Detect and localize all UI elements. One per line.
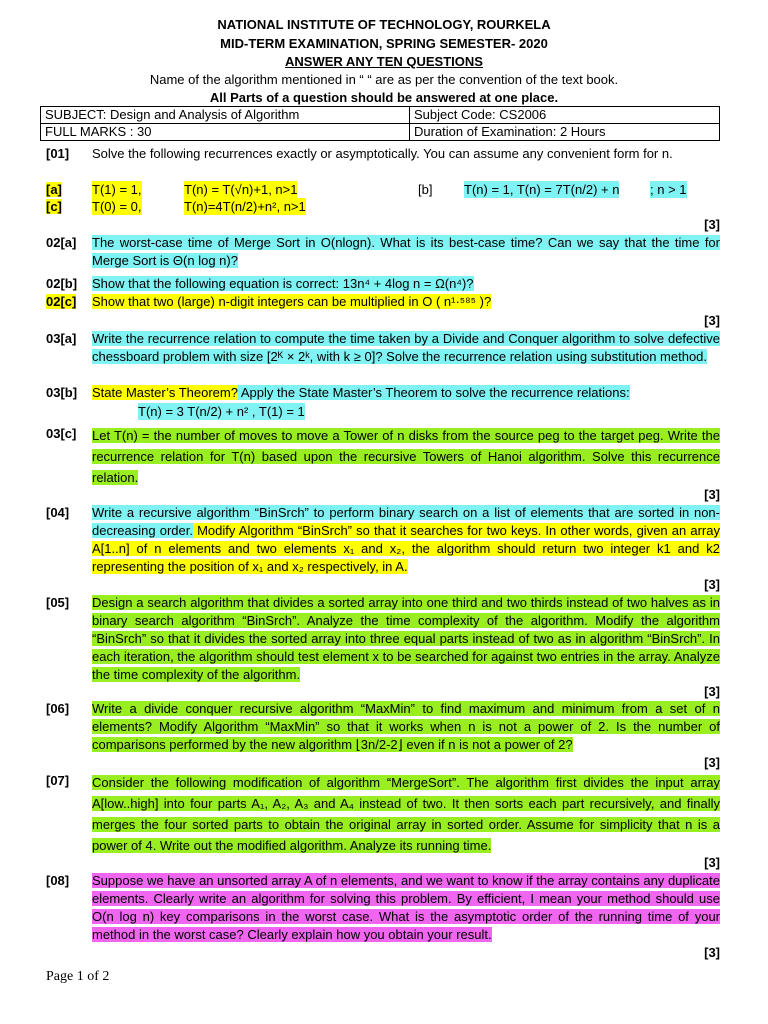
q06-number: [06] bbox=[46, 701, 70, 716]
q02b-text: Show that the following equation is correct: 13n⁴ + 4log n = Ω(n⁴)? bbox=[92, 276, 474, 291]
q01c-recurrence: T(n)=4T(n/2)+n², n>1 bbox=[184, 199, 306, 214]
q05-marks: [3] bbox=[704, 684, 720, 699]
q04-number: [04] bbox=[46, 505, 70, 520]
q03b-equation: T(n) = 3 T(n/2) + n² , T(1) = 1 bbox=[138, 404, 305, 419]
note-naming: Name of the algorithm mentioned in “ “ are as per the convention of the text book. bbox=[149, 72, 619, 87]
q02c-text: Show that two (large) n-digit integers can be multiplied in O ( n¹·⁵⁸⁵ )? bbox=[92, 294, 492, 309]
q08-marks: [3] bbox=[704, 945, 720, 960]
q08-number: [08] bbox=[46, 873, 70, 888]
q02b-number: 02[b] bbox=[46, 276, 78, 291]
q03b-text-master: State Master’s Theorem? bbox=[92, 385, 238, 400]
q01a-base: T(1) = 1, bbox=[92, 182, 142, 197]
q03c-number: 03[c] bbox=[46, 426, 77, 441]
q02c-number: 02[c] bbox=[46, 294, 77, 309]
q07-number: [07] bbox=[46, 773, 70, 788]
q02-marks: [3] bbox=[704, 313, 720, 328]
q03a-text: Write the recurrence relation to compute the time taken by a Divide and Conquer algorithm to solve defective chessboard problem with size [2ᴷ × 2ᵏ, with k ≥ 0]? Solve the recurrence relation using substitution method. bbox=[92, 331, 720, 364]
q07-text: Consider the following modification of algorithm “MergeSort”. The algorithm first divides the input array A[low..high] into four parts A₁, A₂, A₃ and A₄ instead of two. It then sorts each part recursively, and finally merges the four sorted parts to obtain the original array in sorted order. Assume for simplicity that n is a power of 4. Write out the modified algorithm. Analyze its running time. bbox=[92, 775, 720, 853]
q01-number: [01] bbox=[46, 146, 70, 161]
q01a-label: [a] bbox=[46, 182, 62, 197]
q04-text-binsrch: Write a recursive algorithm “BinSrch” to perform binary search on a list of elements that are sorted in non-decreasing order. bbox=[92, 505, 720, 538]
institute-title: NATIONAL INSTITUTE OF TECHNOLOGY, ROURKELA bbox=[217, 17, 551, 32]
exam-info-table bbox=[40, 106, 720, 141]
q01a-recurrence: T(n) = T(√n)+1, n>1 bbox=[184, 182, 298, 197]
q05-text: Design a search algorithm that divides a sorted array into one third and two thirds instead of two halves as in binary search algorithm “BinSrch”. Analyze the time complexity of the algorithm. Modify the algorithm “BinSrch” so that it divides the sorted array into three equal parts instead of two as in algorithm “BinSrch”. In each iteration, the algorithm should test element x to be searched for against two entries in the array. Analyze the time complexity of the algorithm. bbox=[92, 595, 720, 682]
q08-text: Suppose we have an unsorted array A of n elements, and we want to know if the array contains any duplicate elements. Clearly write an algorithm for solving this problem. By efficient, I mean your method should use O(n log n) key comparisons in the worst case. What is the asymptotic order of the running time of your method in the worst case? Clearly explain how you obtain your result. bbox=[92, 873, 720, 942]
q03-marks: [3] bbox=[704, 487, 720, 502]
q01c-base: T(0) = 0, bbox=[92, 199, 142, 214]
q02a-number: 02[a] bbox=[46, 235, 77, 250]
q06-marks: [3] bbox=[704, 755, 720, 770]
page-number: Page 1 of 2 bbox=[46, 969, 110, 984]
note-parts: All Parts of a question should be answered at one place. bbox=[209, 90, 559, 105]
q01c-label: [c] bbox=[46, 199, 62, 214]
q01-marks: [3] bbox=[704, 217, 720, 232]
exam-title: MID-TERM EXAMINATION, SPRING SEMESTER- 2020 bbox=[220, 36, 548, 51]
q04-marks: [3] bbox=[704, 577, 720, 592]
q01b-label: [b] bbox=[418, 182, 433, 197]
q03b-number: 03[b] bbox=[46, 385, 78, 400]
q01-text: Solve the following recurrences exactly or asymptotically. You can assume any convenient form for n. bbox=[92, 146, 673, 161]
q05-number: [05] bbox=[46, 595, 70, 610]
instruction: ANSWER ANY TEN QUESTIONS bbox=[285, 54, 483, 69]
subject-cell: SUBJECT: Design and Analysis of Algorithm bbox=[41, 107, 410, 124]
q03c-text: Let T(n) = the number of moves to move a Tower of n disks from the source peg to the target peg. Write the recurrence relation for T(n) based upon the recursive Towers of Hanoi algorithm. Solve this recurrence relation. bbox=[92, 428, 720, 485]
marks-cell: FULL MARKS : 30 bbox=[41, 124, 410, 141]
q01b-condition: ; n > 1 bbox=[650, 182, 687, 197]
duration-cell: Duration of Examination: 2 Hours bbox=[410, 124, 720, 141]
q04-text-modify: Modify Algorithm “BinSrch” so that it searches for two keys. In other words, given an array A[1..n] of n elements and two elements x₁ and x₂, the algorithm should return two integer k1 and k2 representing the position of x₁ and x₂ respectively, in A. bbox=[92, 523, 720, 574]
q02a-text: The worst-case time of Merge Sort in O(nlogn). What is its best-case time? Can we say that the time for Merge Sort is Θ(n log n)? bbox=[92, 235, 720, 268]
q07-marks: [3] bbox=[704, 855, 720, 870]
q06-text: Write a divide conquer recursive algorithm “MaxMin” to find maximum and minimum from a set of n elements? Modify Algorithm “MaxMin” so that it works when n is not a power of 2. Is the number of comparisons performed by the new algorithm ⌊3n/2-2⌋ even if n is not a power of 2? bbox=[92, 701, 720, 752]
code-cell: Subject Code: CS2006 bbox=[410, 107, 720, 124]
q01b-recurrence: T(n) = 1, T(n) = 7T(n/2) + n bbox=[464, 182, 620, 197]
q03b-text-apply: Apply the State Master’s Theorem to solve the recurrence relations: bbox=[237, 385, 630, 400]
q03a-number: 03[a] bbox=[46, 331, 77, 346]
